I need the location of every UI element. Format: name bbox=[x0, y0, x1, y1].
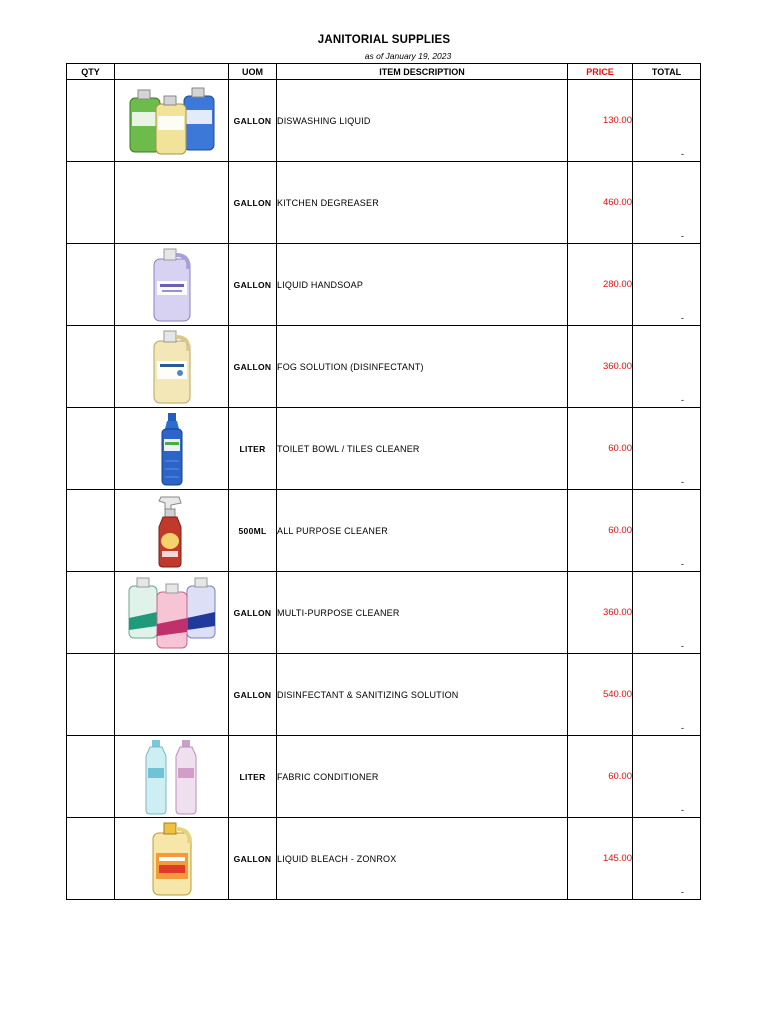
description-cell: MULTI-PURPOSE CLEANER bbox=[277, 572, 568, 654]
description-cell: DISWASHING LIQUID bbox=[277, 80, 568, 162]
price-cell: 60.00 bbox=[568, 490, 633, 572]
handsoap-gallon-icon bbox=[150, 247, 194, 323]
description-cell: FABRIC CONDITIONER bbox=[277, 736, 568, 818]
uom-cell: LITER bbox=[229, 736, 277, 818]
qty-cell[interactable] bbox=[67, 80, 115, 162]
description-cell: LIQUID HANDSOAP bbox=[277, 244, 568, 326]
product-image-cell bbox=[115, 736, 229, 818]
toilet-cleaner-bottle-icon bbox=[157, 411, 187, 487]
fog-solution-gallon-icon bbox=[150, 329, 194, 405]
description-cell: ALL PURPOSE CLEANER bbox=[277, 490, 568, 572]
table-row bbox=[67, 572, 701, 654]
description-cell: DISINFECTANT & SANITIZING SOLUTION bbox=[277, 654, 568, 736]
price-cell: 130.00 bbox=[568, 80, 633, 162]
total-cell bbox=[633, 162, 701, 244]
total-header: TOTAL bbox=[633, 64, 701, 80]
dishwashing-gallons-icon bbox=[124, 86, 220, 156]
uom-cell: 500ML bbox=[229, 490, 277, 572]
price-cell: 60.00 bbox=[568, 408, 633, 490]
total-value: - bbox=[681, 887, 684, 897]
qty-cell[interactable] bbox=[67, 654, 115, 736]
product-image-cell bbox=[115, 818, 229, 900]
table-row bbox=[67, 80, 701, 162]
uom-cell: GALLON bbox=[229, 818, 277, 900]
total-cell bbox=[633, 326, 701, 408]
qty-cell[interactable] bbox=[67, 572, 115, 654]
qty-cell[interactable] bbox=[67, 490, 115, 572]
product-image-cell bbox=[115, 654, 229, 736]
uom-cell: GALLON bbox=[229, 654, 277, 736]
fabric-conditioner-bottles-icon bbox=[144, 738, 200, 816]
product-image-cell bbox=[115, 490, 229, 572]
price-cell: 540.00 bbox=[568, 654, 633, 736]
total-cell bbox=[633, 572, 701, 654]
total-cell bbox=[633, 244, 701, 326]
price-cell: 460.00 bbox=[568, 162, 633, 244]
uom-header: UOM bbox=[229, 64, 277, 80]
product-image-cell bbox=[115, 244, 229, 326]
table-row bbox=[67, 408, 701, 490]
qty-cell[interactable] bbox=[67, 162, 115, 244]
qty-cell[interactable] bbox=[67, 736, 115, 818]
spray-bottle-icon bbox=[155, 493, 189, 569]
table-row bbox=[67, 162, 701, 244]
product-image-cell bbox=[115, 326, 229, 408]
qty-cell[interactable] bbox=[67, 244, 115, 326]
description-cell: KITCHEN DEGREASER bbox=[277, 162, 568, 244]
image-header bbox=[115, 64, 229, 80]
table-row bbox=[67, 244, 701, 326]
header-row bbox=[67, 64, 701, 80]
total-value: - bbox=[681, 477, 684, 487]
total-cell bbox=[633, 654, 701, 736]
price-cell: 360.00 bbox=[568, 572, 633, 654]
price-header: PRICE bbox=[568, 64, 633, 80]
total-value: - bbox=[681, 313, 684, 323]
table-row bbox=[67, 736, 701, 818]
qty-cell[interactable] bbox=[67, 326, 115, 408]
table-row bbox=[67, 490, 701, 572]
product-image-cell bbox=[115, 162, 229, 244]
description-header: ITEM DESCRIPTION bbox=[277, 64, 568, 80]
price-cell: 60.00 bbox=[568, 736, 633, 818]
total-cell bbox=[633, 736, 701, 818]
qty-cell[interactable] bbox=[67, 408, 115, 490]
table-row bbox=[67, 326, 701, 408]
price-cell: 360.00 bbox=[568, 326, 633, 408]
uom-cell: GALLON bbox=[229, 244, 277, 326]
price-cell: 145.00 bbox=[568, 818, 633, 900]
total-cell bbox=[633, 80, 701, 162]
uom-cell: GALLON bbox=[229, 572, 277, 654]
total-value: - bbox=[681, 231, 684, 241]
product-image-cell bbox=[115, 80, 229, 162]
uom-cell: GALLON bbox=[229, 326, 277, 408]
description-cell: TOILET BOWL / TILES CLEANER bbox=[277, 408, 568, 490]
price-cell: 280.00 bbox=[568, 244, 633, 326]
total-value: - bbox=[681, 723, 684, 733]
total-cell bbox=[633, 490, 701, 572]
description-cell: LIQUID BLEACH - ZONROX bbox=[277, 818, 568, 900]
total-cell bbox=[633, 408, 701, 490]
total-value: - bbox=[681, 641, 684, 651]
total-value: - bbox=[681, 805, 684, 815]
description-cell: FOG SOLUTION (DISINFECTANT) bbox=[277, 326, 568, 408]
qty-cell[interactable] bbox=[67, 818, 115, 900]
total-value: - bbox=[681, 149, 684, 159]
product-image-cell bbox=[115, 408, 229, 490]
multipurpose-gallons-icon bbox=[127, 576, 217, 650]
table-row bbox=[67, 654, 701, 736]
table-row bbox=[67, 818, 701, 900]
uom-cell: LITER bbox=[229, 408, 277, 490]
uom-cell: GALLON bbox=[229, 80, 277, 162]
uom-cell: GALLON bbox=[229, 162, 277, 244]
bleach-gallon-icon bbox=[149, 821, 195, 897]
page-title: JANITORIAL SUPPLIES bbox=[317, 34, 451, 46]
qty-header: QTY bbox=[67, 64, 115, 80]
total-value: - bbox=[681, 395, 684, 405]
supplies-table bbox=[66, 63, 701, 900]
product-image-cell bbox=[115, 572, 229, 654]
as-of-date: as of January 19, 2023 bbox=[364, 51, 452, 61]
total-value: - bbox=[681, 559, 684, 569]
total-cell bbox=[633, 818, 701, 900]
